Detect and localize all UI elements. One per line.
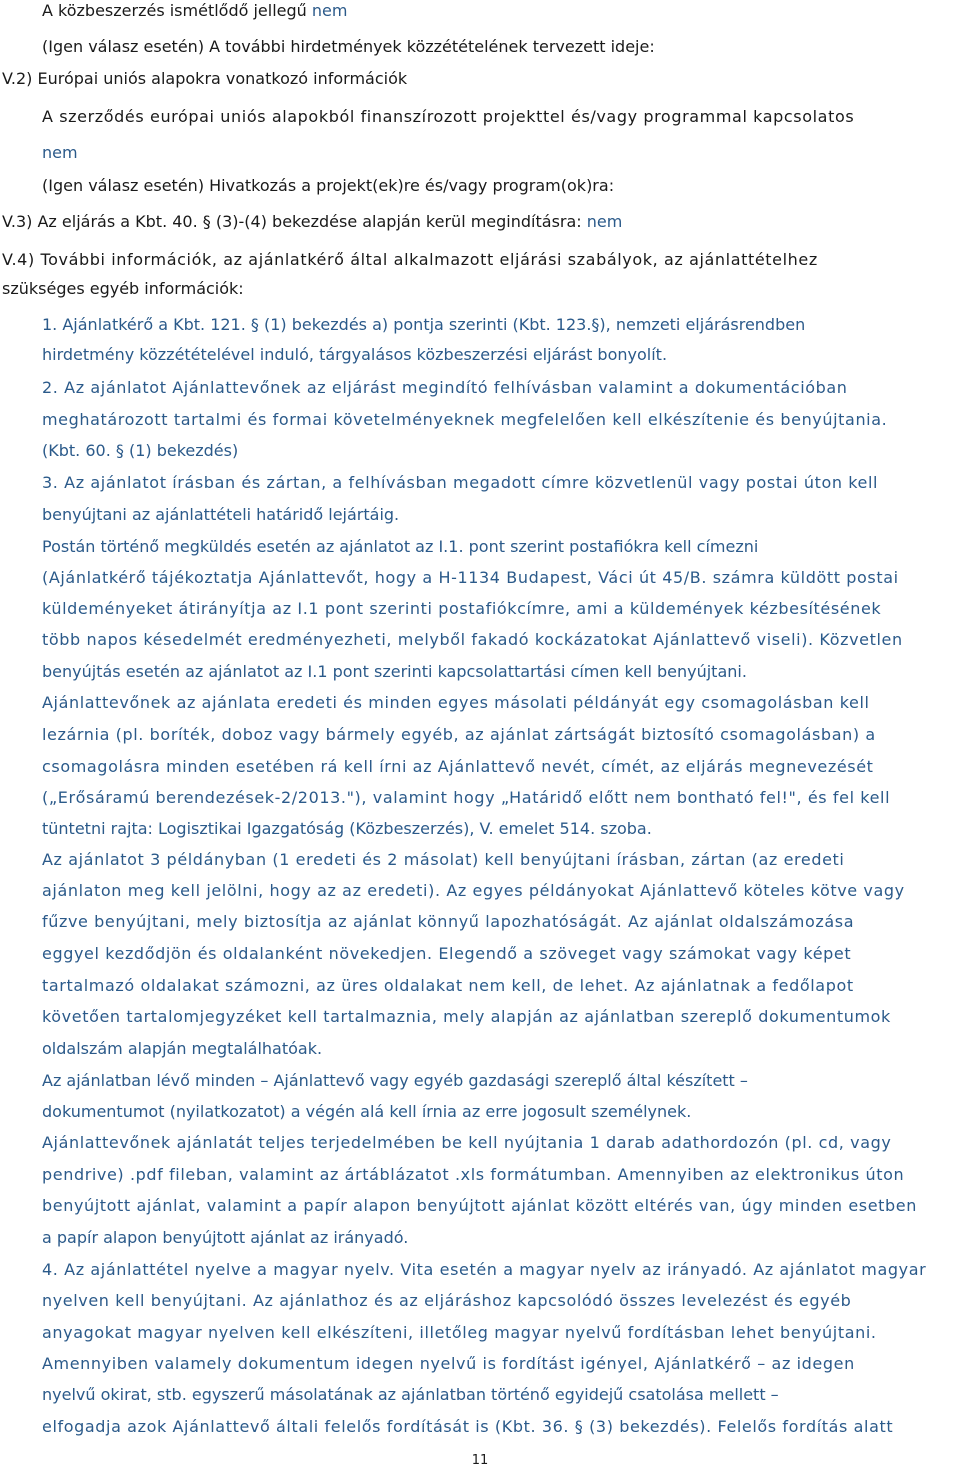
highlighted-text: 4. Az ajánlattétel nyelve a magyar nyelv. Vita esetén a magyar nyelv az irányadó. Az ajánlatot magyar	[42, 1260, 927, 1279]
text-line	[42, 850, 844, 870]
text-line	[42, 693, 870, 713]
text-line	[42, 1102, 691, 1122]
text-line	[42, 315, 805, 335]
highlighted-text: lezárnia (pl. boríték, doboz vagy bármely egyéb, az ajánlat zártságát biztosító csomagolásban) a	[42, 725, 876, 744]
text-segment: V.4) További információk, az ajánlatkérő által alkalmazott eljárási szabályok, az ajánlattételhez	[2, 250, 818, 269]
highlighted-text: Ajánlattevőnek az ajánlata eredeti és minden egyes másolati példányát egy csomagolásban kell	[42, 693, 870, 712]
highlighted-text: 2. Az ajánlatot Ajánlattevőnek az eljárást megindító felhívásban valamint a dokumentációban	[42, 378, 848, 397]
highlighted-text: nyelven kell benyújtani. Az ajánlathoz és az eljáráshoz kapcsolódó összes levelezést és egyéb	[42, 1291, 852, 1310]
highlighted-text: meghatározott tartalmi és formai követelményeknek megfelelően kell elkészítenie és benyújtania.	[42, 410, 888, 429]
highlighted-text: nem	[42, 143, 78, 162]
text-line	[42, 788, 890, 808]
text-line	[42, 505, 399, 525]
highlighted-text: benyújtott ajánlat, valamint a papír alapon benyújtott ajánlat között eltérés van, úgy minden esetben	[42, 1196, 917, 1215]
highlighted-text: Ajánlattevőnek ajánlatát teljes terjedelmében be kell nyújtania 1 darab adathordozón (pl. cd, vagy	[42, 1133, 892, 1152]
text-line	[42, 1260, 926, 1280]
text-segment: szükséges egyéb információk:	[2, 279, 244, 298]
highlighted-text: nem	[311, 1, 348, 20]
text-line	[42, 1165, 904, 1185]
text-line	[42, 176, 614, 196]
highlighted-text: küldeményeket átirányítja az I.1 pont szerinti postafiókcímre, ami a küldemények kézbesítésének	[42, 599, 882, 618]
highlighted-text: elfogadja azok Ajánlattevő általi felelős fordítását is (Kbt. 36. § (3) bekezdés). Felelős fordítás alatt	[42, 1417, 894, 1436]
text-line	[42, 599, 881, 619]
highlighted-text: eggyel kezdődjön és oldalanként növekedjen. Elegendő a szöveget vagy számokat vagy képet	[42, 944, 852, 963]
text-line	[42, 944, 851, 964]
text-line	[2, 279, 244, 299]
text-segment: (Igen válasz esetén) Hivatkozás a projekt(ek)re és/vagy program(ok)ra:	[42, 176, 615, 195]
text-line	[2, 69, 407, 89]
text-line	[42, 725, 876, 745]
highlighted-text: 3. Az ajánlatot írásban és zártan, a felhívásban megadott címre közvetlenül vagy postai úton kell	[42, 473, 879, 492]
text-line	[2, 212, 622, 232]
text-segment: V.3) Az eljárás a Kbt. 40. § (3)-(4) bekezdése alapján kerül megindításra:	[2, 212, 587, 231]
highlighted-text: nem	[586, 212, 623, 231]
highlighted-text: Amennyiben valamely dokumentum idegen nyelvű is fordítást igényel, Ajánlatkérő – az idegen	[42, 1354, 855, 1373]
page-number: 11	[471, 1453, 489, 1468]
text-segment: V.2) Európai uniós alapokra vonatkozó információk	[2, 69, 408, 88]
text-line	[42, 1071, 748, 1091]
highlighted-text: tartalmazó oldalakat számozni, az üres oldalakat nem kell, de lehet. Az ajánlatnak a fedőlapot	[42, 976, 854, 995]
text-line	[42, 1196, 917, 1216]
text-segment: A szerződés európai uniós alapokból finanszírozott projekttel és/vagy programmal kapcsolatos	[42, 107, 855, 126]
highlighted-text: anyagokat magyar nyelven kell elkészíteni, illetőleg magyar nyelvű fordításban lehet benyújtani.	[42, 1323, 877, 1342]
highlighted-text: („Erősáramú berendezések-2/2013."), valamint hogy „Határidő előtt nem bontható fel!", és fel kell	[42, 788, 891, 807]
text-line	[42, 976, 854, 996]
highlighted-text: több napos késedelmét eredményezheti, melyből fakadó kockázatokat Ajánlattevő viseli). Közvetlen	[42, 630, 903, 649]
text-line	[42, 410, 887, 430]
highlighted-text: Postán történő megküldés esetén az ajánlatot az I.1. pont szerint postafiókra kell címezni	[42, 537, 759, 556]
text-line	[42, 1323, 877, 1343]
text-segment: A közbeszerzés ismétlődő jellegű	[42, 1, 312, 20]
highlighted-text: dokumentumot (nyilatkozatot) a végén alá kell írnia az erre jogosult személynek.	[42, 1102, 692, 1121]
text-line	[42, 537, 758, 557]
highlighted-text: 1. Ajánlatkérő a Kbt. 121. § (1) bekezdés a) pontja szerinti (Kbt. 123.§), nemzeti eljárásrendben	[42, 315, 806, 334]
text-line	[42, 1, 347, 21]
highlighted-text: (Ajánlatkérő tájékoztatja Ajánlattevőt, hogy a H-1134 Budapest, Váci út 45/B. számra küldött postai	[42, 568, 899, 587]
text-line	[42, 568, 899, 588]
text-line	[42, 1228, 408, 1248]
text-segment: (Igen válasz esetén) A további hirdetmények közzétételének tervezett ideje:	[42, 37, 655, 56]
highlighted-text: követően tartalomjegyzéket kell tartalmaznia, mely alapján az ajánlatban szereplő dokumentumok	[42, 1007, 891, 1026]
text-line	[42, 473, 878, 493]
highlighted-text: ajánlaton meg kell jelölni, hogy az az eredeti). Az egyes példányokat Ajánlattevő köteles kötve vagy	[42, 881, 905, 900]
highlighted-text: Az ajánlatot 3 példányban (1 eredeti és 2 másolat) kell benyújtani írásban, zártan (az eredeti	[42, 850, 845, 869]
text-line	[42, 881, 905, 901]
highlighted-text: (Kbt. 60. § (1) bekezdés)	[42, 441, 239, 460]
highlighted-text: pendrive) .pdf fileban, valamint az ártáblázatot .xls formátumban. Amennyiben az elektronikus úton	[42, 1165, 905, 1184]
text-line	[42, 1385, 779, 1405]
highlighted-text: benyújtás esetén az ajánlatot az I.1 pont szerinti kapcsolattartási címen kell benyújtani.	[42, 662, 747, 681]
text-line	[42, 1039, 322, 1059]
text-line	[42, 912, 854, 932]
text-line	[42, 757, 874, 777]
text-line	[42, 378, 848, 398]
text-line	[2, 250, 818, 270]
highlighted-text: benyújtani az ajánlattételi határidő lejártáig.	[42, 505, 400, 524]
text-line	[42, 107, 854, 127]
text-line	[42, 819, 652, 839]
highlighted-text: tüntetni rajta: Logisztikai Igazgatóság (Közbeszerzés), V. emelet 514. szoba.	[42, 819, 652, 838]
text-line	[42, 1354, 855, 1374]
highlighted-text: oldalszám alapján megtalálhatóak.	[42, 1039, 323, 1058]
highlighted-text: csomagolásra minden esetében rá kell írni az Ajánlattevő nevét, címét, az eljárás megnevezését	[42, 757, 874, 776]
text-line	[42, 1007, 891, 1027]
text-line	[42, 1133, 891, 1153]
text-line	[42, 345, 667, 365]
highlighted-text: nyelvű okirat, stb. egyszerű másolatának az ajánlatban történő egyidejű csatolása mellett –	[42, 1385, 779, 1404]
text-line	[42, 630, 903, 650]
text-line	[42, 1291, 851, 1311]
highlighted-text: hirdetmény közzétételével induló, tárgyalásos közbeszerzési eljárást bonyolít.	[42, 345, 668, 364]
highlighted-text: Az ajánlatban lévő minden – Ajánlattevő vagy egyéb gazdasági szereplő által készített –	[42, 1071, 748, 1090]
text-line	[42, 1417, 893, 1437]
highlighted-text: fűzve benyújtani, mely biztosítja az ajánlat könnyű lapozhatóságát. Az ajánlat oldalszámozása	[42, 912, 855, 931]
text-line	[42, 143, 78, 163]
highlighted-text: a papír alapon benyújtott ajánlat az irányadó.	[42, 1228, 409, 1247]
text-line	[42, 441, 238, 461]
text-line	[42, 37, 655, 57]
text-line	[42, 662, 747, 682]
